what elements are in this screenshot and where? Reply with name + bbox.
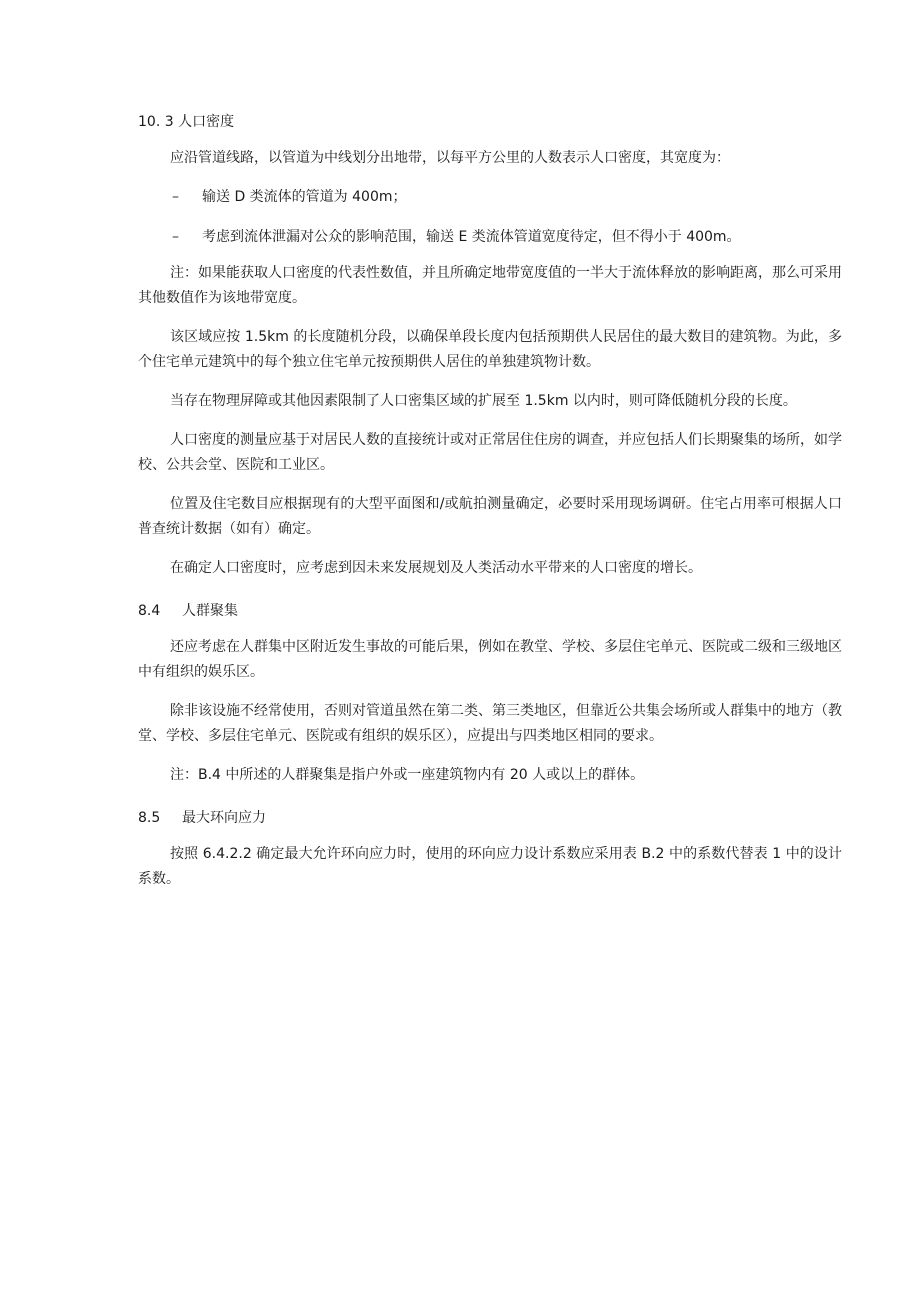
section-heading-max-hoop-stress [138, 808, 842, 828]
body-paragraph: 当存在物理屏障或其他因素限制了人口密集区域的扩展至 1.5km 以内时，则可降低随机分段的长度。 [170, 393, 797, 409]
bullet-dash-icon: – [172, 189, 179, 205]
section-number: 8.5 [138, 810, 161, 826]
body-paragraph: 该区域应按 1.5km 的长度随机分段，以确保单段长度内包括预期供人民居住的最大数目的建筑物。为此，多个住宅单元建筑中的每个独立住宅单元按预期供人居住的单独建筑物计数。 [138, 329, 842, 370]
bullet-text: 输送 D 类流体的管道为 400m； [202, 189, 407, 205]
body-paragraph: 还应考虑在人群集中区附近发生事故的可能后果，例如在教堂、学校、多层住宅单元、医院或二级和三级地区中有组织的娱乐区。 [138, 639, 842, 680]
section-title: 人群聚集 [182, 603, 238, 619]
document-page [138, 112, 842, 892]
note-paragraph: 注：如果能获取人口密度的代表性数值，并且所确定地带宽度值的一半大于流体释放的影响距离，那么可采用其他数值作为该地带宽度。 [138, 265, 842, 306]
body-paragraph: 在确定人口密度时，应考虑到因未来发展规划及人类活动水平带来的人口密度的增长。 [170, 560, 702, 576]
section-title: 人口密度 [178, 114, 235, 130]
body-paragraph: 除非该设施不经常使用，否则对管道虽然在第二类、第三类地区，但靠近公共集会场所或人群集中的地方（教堂、学校、多层住宅单元、医院或有组织的娱乐区），应提出与四类地区相同的要求。 [138, 703, 842, 744]
section-number: 8.4 [138, 603, 161, 619]
body-paragraph: 按照 6.4.2.2 确定最大允许环向应力时，使用的环向应力设计系数应采用表 B.2 中的系数代替表 1 中的设计系数。 [138, 846, 842, 887]
bullet-dash-icon: – [172, 229, 179, 245]
section-intro: 应沿管道线路，以管道为中线划分出地带，以每平方公里的人数表示人口密度，其宽度为： [170, 150, 730, 166]
section-number: 10. 3 [138, 114, 174, 130]
bullet-item [138, 187, 842, 207]
section-heading-crowd-gathering [138, 601, 842, 621]
bullet-text: 考虑到流体泄漏对公众的影响范围，输送 E 类流体管道宽度待定，但不得小于 400m。 [202, 229, 741, 245]
body-paragraph: 位置及住宅数目应根据现有的大型平面图和/或航拍测量确定，必要时采用现场调研。住宅占用率可根据人口普查统计数据（如有）确定。 [138, 496, 842, 537]
bullet-item [138, 227, 842, 247]
section-title: 最大环向应力 [182, 810, 266, 826]
note-paragraph: 注：B.4 中所述的人群聚集是指户外或一座建筑物内有 20 人或以上的群体。 [170, 767, 645, 783]
body-paragraph: 人口密度的测量应基于对居民人数的直接统计或对正常居住住房的调查，并应包括人们长期聚集的场所，如学校、公共会堂、医院和工业区。 [138, 432, 842, 473]
section-heading-population-density [138, 112, 842, 132]
